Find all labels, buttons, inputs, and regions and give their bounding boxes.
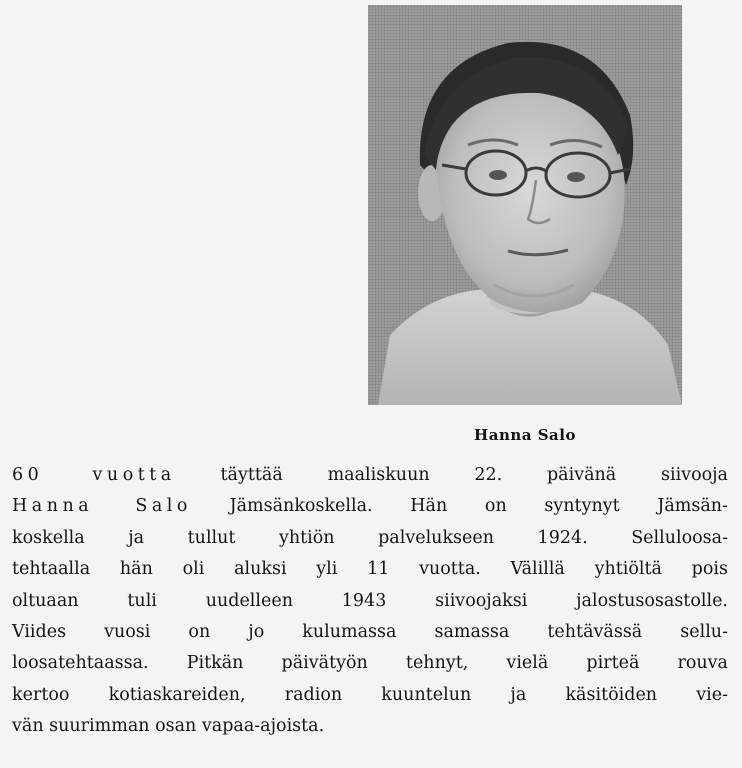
article-line	[12, 460, 728, 491]
photo-caption: Hanna Salo	[474, 426, 576, 444]
portrait-illustration	[368, 5, 682, 405]
article-line: loosatehtaassa. Pitkän päivätyön tehnyt, vielä pirteä rouva	[12, 653, 728, 674]
article-line: vän suurimman osan vapaa-ajoista.	[12, 716, 325, 737]
article-line	[12, 491, 728, 522]
article-line: tehtaalla hän oli aluksi yli 11 vuotta. Välillä yhtiöltä pois	[12, 559, 728, 580]
article-line: kertoo kotiaskareiden, radion kuuntelun ja käsitöiden vie-	[12, 684, 728, 705]
article-line-text: täyttää maaliskuun 22. päivänä siivooja	[220, 465, 728, 485]
article-name-spaced: Hanna Salo	[12, 496, 192, 517]
article-line: Viides vuosi on jo kulumassa samassa tehtävässä sellu-	[12, 621, 728, 642]
portrait-photo	[368, 5, 682, 405]
article-line-text: Jämsänkoskella. Hän on syntynyt Jämsän-	[229, 496, 728, 517]
article-line: koskella ja tullut yhtiön palvelukseen 1924. Selluloosa-	[12, 527, 728, 548]
article-line: oltuaan tuli uudelleen 1943 siivoojaksi jalostusosastolle.	[12, 590, 728, 611]
article-body	[12, 460, 728, 743]
article-lead-spaced: 60 vuotta	[12, 465, 176, 485]
